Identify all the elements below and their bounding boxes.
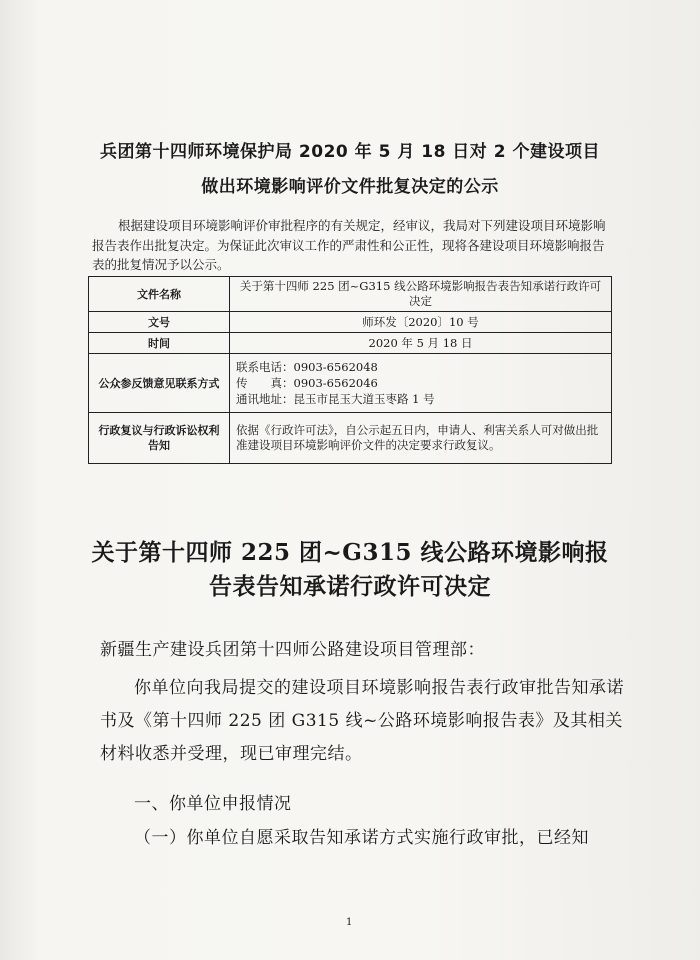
paragraph-1: 你单位向我局提交的建设项目环境影响报告表行政审批告知承诺书及《第十四师 225 团 G315 线~公路环境影响报告表》及其相关材料收悉并受理，现已审理完结。 [100,678,624,764]
feedback-contact-label: 公众参反馈意见联系方式 [89,354,230,413]
rights-notice-label: 行政复议与行政诉讼权利告知 [89,413,230,464]
table-row [89,333,612,354]
doc-no-label: 文号 [89,312,230,333]
section-heading-1: 一、你单位申报情况 [134,794,292,814]
table-row [89,354,612,413]
time-value: 2020 年 5 月 18 日 [230,333,612,354]
table-row [89,413,612,464]
approval-info-table [88,276,612,464]
decision-title-line1: 关于第十四师 225 团~G315 线公路环境影响报 [91,539,609,566]
file-name-label: 文件名称 [89,277,230,312]
notice-intro: 根据建设项目环境影响评价审批程序的有关规定，经审议，我局对下列建设项目环境影响报告表作出批复决定。为保证此次审议工作的严肃性和公正性，现将各建设项目环境影响报告表的批复情况予以公示。 [92,218,606,272]
contact-phone: 联系电话：0903-6562048 [236,360,378,374]
addressee: 新疆生产建设兵团第十四师公路建设项目管理部： [100,640,485,660]
time-label: 时间 [89,333,230,354]
feedback-contact-value [230,354,612,413]
doc-no-value: 师环发〔2020〕10 号 [230,312,612,333]
table-row [89,277,612,312]
file-name-value: 关于第十四师 225 团~G315 线公路环境影响报告表告知承诺行政许可决定 [230,277,612,312]
contact-address: 通讯地址：昆玉市昆玉大道玉枣路 1 号 [236,392,435,406]
table-row [89,312,612,333]
contact-fax: 传 真：0903-6562046 [236,376,378,390]
page-number: 1 [346,917,353,928]
decision-title-line2: 告表告知承诺行政许可决定 [209,573,491,600]
paragraph-2: （一）你单位自愿采取告知承诺方式实施行政审批，已经知 [134,828,589,848]
notice-title-line2: 做出环境影响评价文件批复决定的公示 [201,177,499,197]
notice-title-line1: 兵团第十四师环境保护局 2020 年 5 月 18 日对 2 个建设项目 [100,142,600,162]
rights-notice-value: 依据《行政许可法》，自公示起五日内，申请人、利害关系人可对做出批准建设项目环境影响评价文件的决定要求行政复议。 [230,413,612,464]
